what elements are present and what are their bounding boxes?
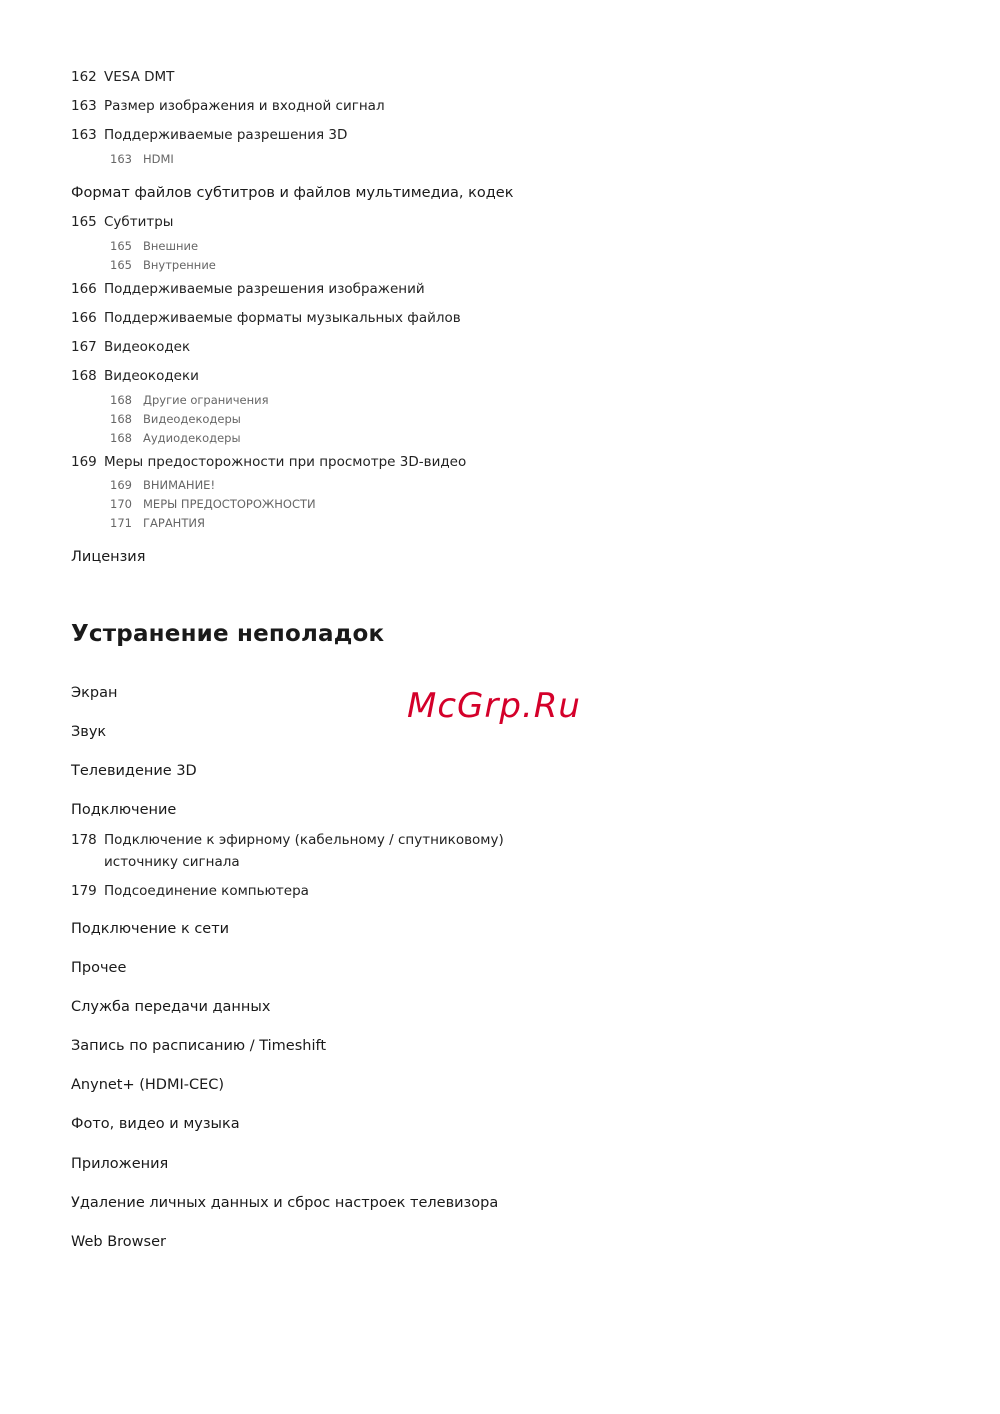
- page-number: 163: [110, 152, 132, 166]
- page-number: 168: [110, 412, 132, 426]
- entry-title: Размер изображения и входной сигнал: [104, 98, 385, 114]
- subentry-title: МЕРЫ ПРЕДОСТОРОЖНОСТИ: [143, 497, 316, 511]
- entry-title-continued: источнику сигнала: [104, 854, 240, 870]
- page-number: 163: [71, 98, 97, 114]
- section-title-license[interactable]: Лицензия: [71, 549, 146, 565]
- watermark-text: McGrp.Ru: [407, 686, 581, 726]
- subentry-title: Внешние: [143, 239, 199, 253]
- section-title-other[interactable]: Прочее: [71, 960, 127, 976]
- entry-title: Видеокодек: [104, 339, 191, 355]
- section-title-sound[interactable]: Звук: [71, 724, 107, 740]
- section-title-screen[interactable]: Экран: [71, 685, 118, 701]
- page-number: 169: [71, 454, 97, 470]
- page-number: 165: [110, 258, 132, 272]
- subentry-title: HDMI: [143, 152, 174, 166]
- entry-title: Поддерживаемые разрешения 3D: [104, 127, 348, 143]
- page-number: 168: [110, 431, 132, 445]
- page-number: 163: [71, 127, 97, 143]
- subentry-title: ГАРАНТИЯ: [143, 516, 205, 530]
- section-title-media[interactable]: Фото, видео и музыка: [71, 1116, 240, 1132]
- page-number: 165: [71, 214, 97, 230]
- subentry-title: ВНИМАНИЕ!: [143, 478, 216, 492]
- entry-title: Поддерживаемые форматы музыкальных файлов: [104, 310, 461, 326]
- page-number: 179: [71, 883, 97, 899]
- entry-title: Подключение к эфирному (кабельному / спутниковому): [104, 832, 504, 848]
- page-number: 167: [71, 339, 97, 355]
- section-title-data-service[interactable]: Служба передачи данных: [71, 999, 271, 1015]
- subentry-title: Видеодекодеры: [143, 412, 241, 426]
- section-title-apps[interactable]: Приложения: [71, 1156, 169, 1172]
- page-number: 165: [110, 239, 132, 253]
- page-number: 178: [71, 832, 97, 848]
- subentry-title: Аудиодекодеры: [143, 431, 241, 445]
- section-title-formats[interactable]: Формат файлов субтитров и файлов мультимедиа, кодек: [71, 185, 514, 201]
- section-title-reset[interactable]: Удаление личных данных и сброс настроек телевизора: [71, 1195, 499, 1211]
- entry-title: Субтитры: [104, 214, 174, 230]
- subentry-title: Другие ограничения: [143, 393, 269, 407]
- page-number: 170: [110, 497, 132, 511]
- page-number: 169: [110, 478, 132, 492]
- page-number: 168: [110, 393, 132, 407]
- entry-title: Поддерживаемые разрешения изображений: [104, 281, 425, 297]
- entry-title: Видеокодеки: [104, 368, 199, 384]
- section-title-browser[interactable]: Web Browser: [71, 1234, 166, 1250]
- section-title-3d-tv[interactable]: Телевидение 3D: [71, 763, 197, 779]
- entry-title: VESA DMT: [104, 69, 175, 85]
- page-number: 168: [71, 368, 97, 384]
- page-number: 162: [71, 69, 97, 85]
- section-title-connection[interactable]: Подключение: [71, 802, 177, 818]
- entry-title: Меры предосторожности при просмотре 3D-видео: [104, 454, 467, 470]
- section-title-anynet[interactable]: Anynet+ (HDMI-CEC): [71, 1077, 225, 1093]
- subentry-title: Внутренние: [143, 258, 216, 272]
- section-title-network[interactable]: Подключение к сети: [71, 921, 230, 937]
- section-title-recording[interactable]: Запись по расписанию / Timeshift: [71, 1038, 327, 1054]
- entry-title: Подсоединение компьютера: [104, 883, 309, 899]
- page-number: 166: [71, 310, 97, 326]
- page-number: 166: [71, 281, 97, 297]
- chapter-heading: Устранение неполадок: [71, 621, 385, 647]
- page-number: 171: [110, 516, 132, 530]
